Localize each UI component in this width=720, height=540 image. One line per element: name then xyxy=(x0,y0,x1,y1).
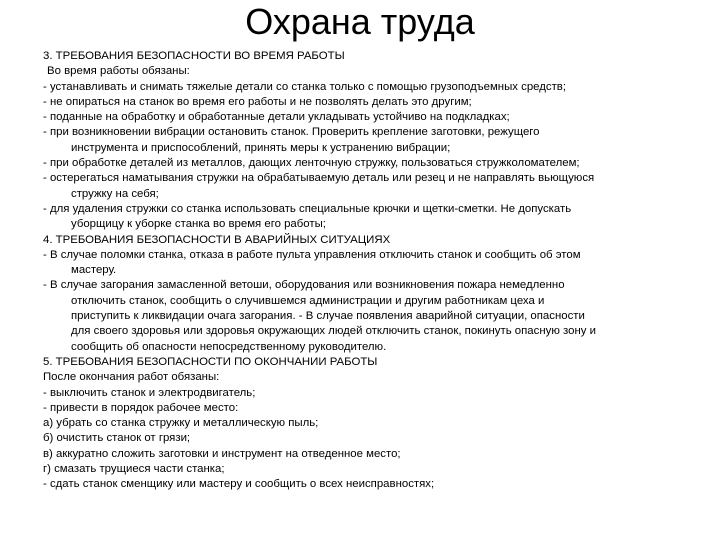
body-line: - остерегаться наматывания стружки на обрабатываемую деталь или резец и не направлять вьющуюся xyxy=(43,172,595,185)
section-heading-4: 4. ТРЕБОВАНИЯ БЕЗОПАСНОСТИ В АВАРИЙНЫХ СИТУАЦИЯХ xyxy=(43,233,391,246)
body-line: - поданные на обработку и обработанные детали укладывать устойчиво на подкладках; xyxy=(43,111,510,124)
body-line: уборщицу к уборке станка во время его работы; xyxy=(71,218,326,231)
body-line: - при обработке деталей из металлов, дающих ленточную стружку, пользоваться стружколомателем; xyxy=(43,157,580,170)
body-line: - для удаления стружки со станка использовать специальные крючки и щетки-сметки. Не допускать xyxy=(43,202,572,215)
body-line: в) аккуратно сложить заготовки и инструмент на отведенное место; xyxy=(43,447,401,460)
section-heading-3: 3. ТРЕБОВАНИЯ БЕЗОПАСНОСТИ ВО ВРЕМЯ РАБОТЫ xyxy=(43,50,345,62)
body-line: для своего здоровья или здоровья окружающих людей отключить станок, покинуть опасную зону и xyxy=(71,325,596,338)
body-line: - при возникновении вибрации остановить станок. Проверить крепление заготовки, режущего xyxy=(43,126,540,139)
body-line: инструмента и приспособлений, принять меры к устранению вибрации; xyxy=(71,141,451,154)
body-line: После окончания работ обязаны: xyxy=(43,371,220,384)
body-line: отключить станок, сообщить о случившемся администрации и другим работникам цеха и xyxy=(71,294,545,307)
section-heading-5: 5. ТРЕБОВАНИЯ БЕЗОПАСНОСТИ ПО ОКОНЧАНИИ РАБОТЫ xyxy=(43,355,378,368)
body-line: Во время работы обязаны: xyxy=(47,65,190,78)
body-line: - сдать станок сменщику или мастеру и сообщить о всех неисправностях; xyxy=(43,478,435,491)
body-line: б) очистить станок от грязи; xyxy=(43,432,191,445)
body-line: - В случае поломки станка, отказа в работе пульта управления отключить станок и сообщить об этом xyxy=(43,248,581,261)
body-line: - не опираться на станок во время его работы и не позволять делать это другим; xyxy=(43,95,472,108)
body-line: г) смазать трущиеся части станка; xyxy=(43,463,225,476)
body-line: - привести в порядок рабочее место: xyxy=(43,401,239,414)
body-line: - В случае загорания замасленной ветоши, оборудования или возникновения пожара немедленно xyxy=(43,279,565,292)
slide-title: Охрана труда xyxy=(245,1,475,42)
slide-body xyxy=(43,49,683,493)
body-line: стружку на себя; xyxy=(71,187,159,200)
body-line: мастеру. xyxy=(71,264,117,277)
body-line: сообщить об опасности непосредственному руководителю. xyxy=(71,340,387,353)
body-line: - выключить станок и электродвигатель; xyxy=(43,386,256,399)
body-line: - устанавливать и снимать тяжелые детали со станка только с помощью грузоподъемных средств; xyxy=(43,80,567,93)
body-line: приступить к ликвидации очага загорания. - В случае появления аварийной ситуации, опасности xyxy=(71,310,585,323)
body-line: а) убрать со станка стружку и металлическую пыль; xyxy=(43,417,319,430)
